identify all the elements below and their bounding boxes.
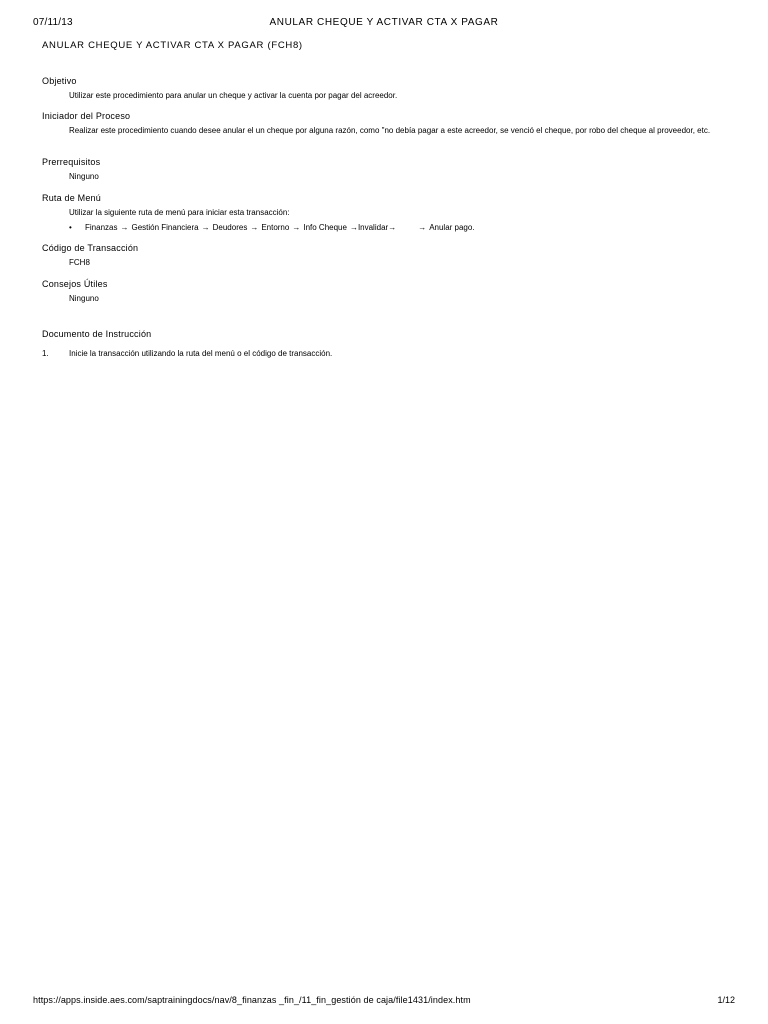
- arrow-right-icon: →: [250, 223, 259, 232]
- ruta-menu-heading: Ruta de Menú: [42, 193, 101, 203]
- print-footer-url: https://apps.inside.aes.com/saptrainingdocs/nav/8_finanzas _fin_/11_fin_gestión de caja/file1431/index.htm: [33, 995, 471, 1005]
- consejos-heading: Consejos Útiles: [42, 279, 108, 289]
- ruta-menu-intro: Utilizar la siguiente ruta de menú para iniciar esta transacción:: [69, 208, 290, 217]
- document-title: ANULAR CHEQUE Y ACTIVAR CTA X PAGAR (FCH8): [42, 40, 303, 51]
- step-text: Inicie la transacción utilizando la ruta del menú o el código de transacción.: [69, 349, 333, 358]
- consejos-body: Ninguno: [69, 294, 99, 303]
- iniciador-heading: Iniciador del Proceso: [42, 111, 131, 121]
- menu-path-bullet-item: [69, 223, 475, 232]
- menu-path-step: Deudores: [212, 223, 248, 232]
- print-header-date: 07/11/13: [33, 17, 73, 28]
- print-header-title: ANULAR CHEQUE Y ACTIVAR CTA X PAGAR: [269, 17, 499, 28]
- menu-path-step: Invalidar: [357, 223, 389, 232]
- menu-path-step: Info Cheque: [303, 223, 347, 232]
- menu-path-step: Entorno: [261, 223, 290, 232]
- prerrequisitos-body: Ninguno: [69, 172, 99, 181]
- menu-path-step: Finanzas: [85, 223, 118, 232]
- objetivo-body: Utilizar este procedimiento para anular un cheque y activar la cuenta por pagar del acreedor.: [69, 91, 398, 100]
- arrow-right-icon: →: [388, 223, 397, 232]
- iniciador-body: Realizar este procedimiento cuando desee anular el un cheque por alguna razón, como "no debía pagar a este acreedor, se venció el cheque, por robo del cheque al proveedor, etc.: [69, 126, 711, 135]
- prerrequisitos-heading: Prerrequisitos: [42, 157, 101, 167]
- arrow-right-icon: →: [418, 223, 427, 232]
- arrow-right-icon: →: [349, 223, 358, 232]
- instruccion-heading: Documento de Instrucción: [42, 329, 152, 339]
- menu-path-step: Anular pago.: [429, 223, 475, 232]
- bullet-icon: •: [69, 223, 72, 232]
- step-number: 1.: [42, 349, 49, 358]
- print-footer-page-number: 1/12: [717, 995, 735, 1005]
- codigo-heading: Código de Transacción: [42, 243, 139, 253]
- arrow-right-icon: →: [201, 223, 210, 232]
- menu-path-step: Gestión Financiera: [131, 223, 199, 232]
- objetivo-heading: Objetivo: [42, 76, 77, 86]
- codigo-body: FCH8: [69, 258, 90, 267]
- arrow-right-icon: →: [292, 223, 301, 232]
- arrow-right-icon: →: [120, 223, 129, 232]
